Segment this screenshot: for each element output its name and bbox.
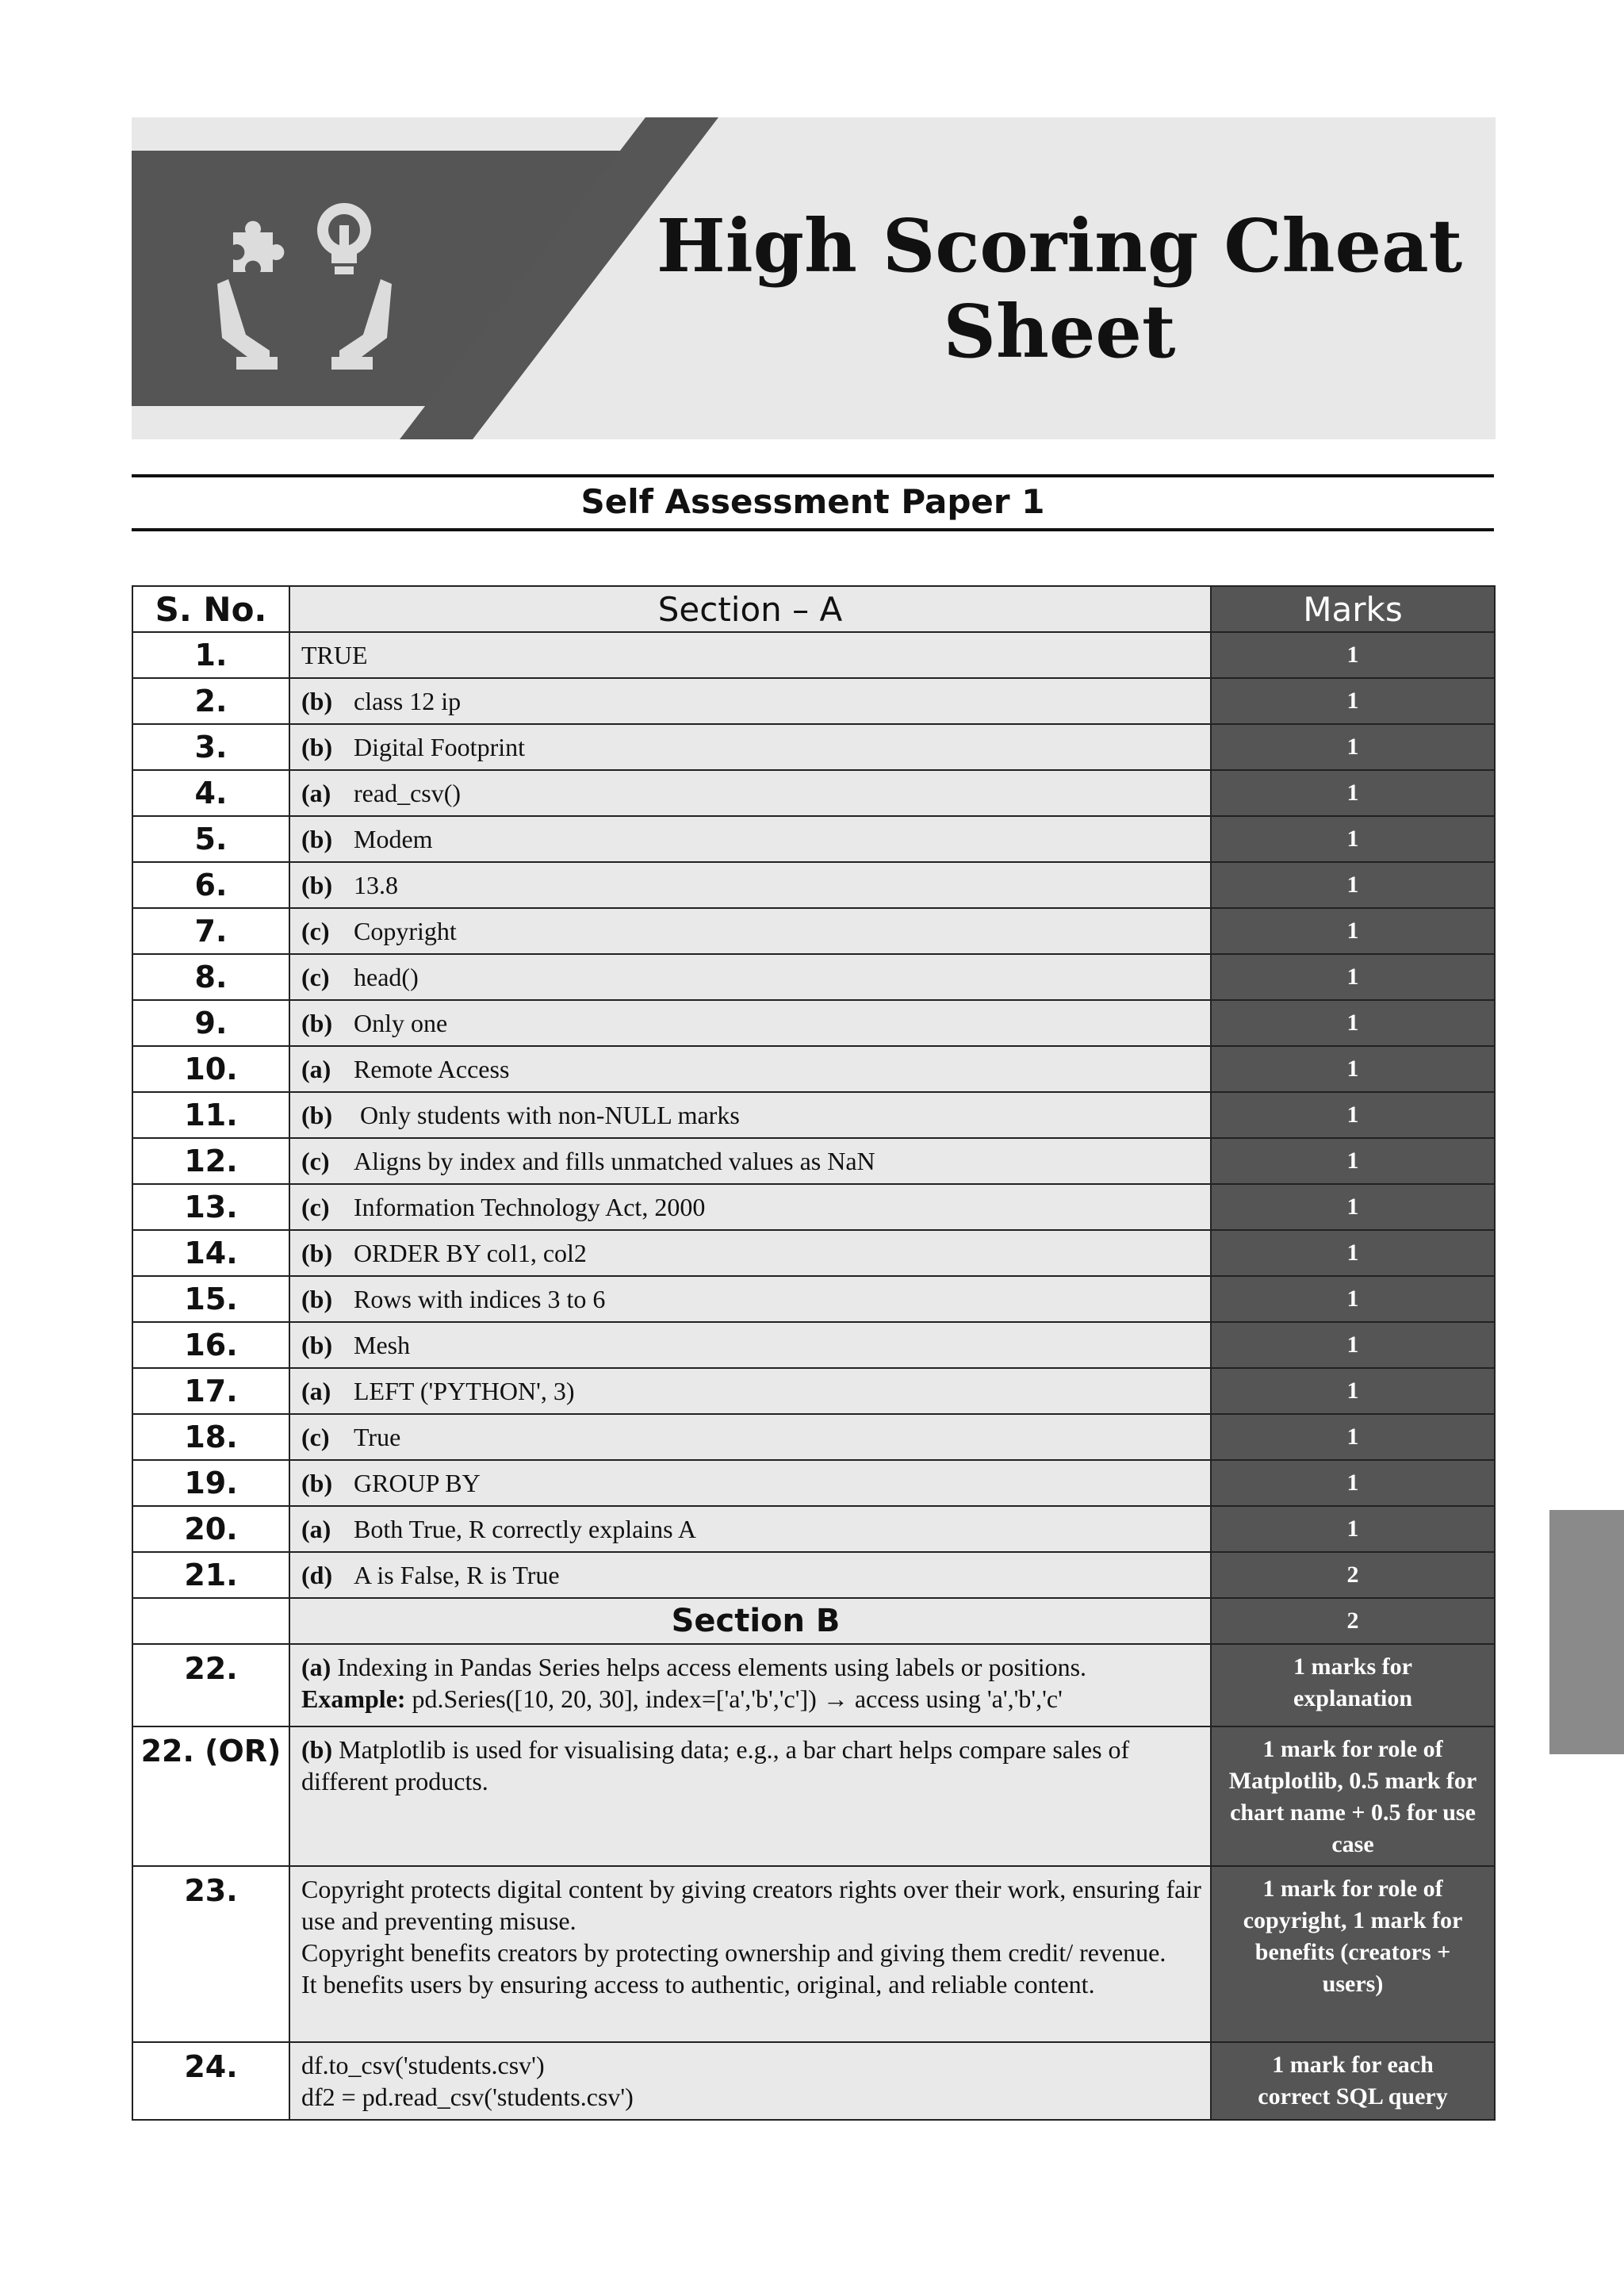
marks-value: 1: [1211, 632, 1495, 678]
marks-line: 1 marks for: [1293, 1654, 1412, 1680]
table-row: [132, 770, 1495, 816]
answer-text: Only one: [354, 1008, 448, 1037]
option-label: (a): [301, 1054, 331, 1083]
answer-line: Copyright benefits creators by protecting ownership and giving them credit/ revenue.: [301, 1938, 1166, 1967]
paper-title: Self Assessment Paper 1: [580, 482, 1045, 521]
table-row: [132, 1276, 1495, 1322]
table-row: [132, 1046, 1495, 1092]
question-number: 7.: [132, 908, 289, 954]
answer-cell: [289, 1552, 1211, 1598]
answer-text: Rows with indices 3 to 6: [354, 1284, 606, 1313]
table-row: [132, 678, 1495, 724]
option-label: (c): [301, 1422, 330, 1451]
question-number: 20.: [132, 1506, 289, 1552]
table-row: [132, 1184, 1495, 1230]
answer-cell: [289, 2042, 1211, 2120]
answer-cell: [289, 1184, 1211, 1230]
top-rule: [132, 474, 1494, 477]
option-label: (b): [301, 686, 333, 715]
option-label: (d): [301, 1560, 333, 1589]
table-row-q22-or: [132, 1726, 1495, 1866]
answer-cell: [289, 1322, 1211, 1368]
answer-text: Aligns by index and fills unmatched values as NaN: [354, 1146, 875, 1175]
answer-cell: [289, 1138, 1211, 1184]
question-number: 22. (OR): [132, 1726, 289, 1866]
option-label: (b): [301, 870, 333, 899]
table-row: [132, 1092, 1495, 1138]
table-header-row: [132, 586, 1495, 632]
marks-cell: 1 mark for role of copyright, 1 mark for benefits (creators + users): [1211, 1866, 1495, 2042]
answer-line: df2 = pd.read_csv('students.csv'): [301, 2083, 634, 2111]
answer-cell: [289, 1092, 1211, 1138]
answer-line: It benefits users by ensuring access to authentic, original, and reliable content.: [301, 1970, 1095, 1998]
option-label: (c): [301, 1192, 330, 1221]
answer-table: [132, 585, 1496, 2121]
marks-value: 1: [1211, 1138, 1495, 1184]
marks-line: correct SQL query: [1258, 2083, 1448, 2110]
puzzle-lightbulb-hands-icon: [209, 181, 400, 379]
marks-value: 1: [1211, 770, 1495, 816]
answer-cell: [289, 1046, 1211, 1092]
answer-cell: [289, 1726, 1211, 1866]
answer-cell: [289, 1644, 1211, 1726]
example-label: Example:: [301, 1684, 406, 1713]
option-label: (a): [301, 1514, 331, 1543]
question-number: 2.: [132, 678, 289, 724]
answer-text: 13.8: [354, 870, 398, 899]
answer-text: Modem: [354, 824, 433, 853]
table-row: [132, 1506, 1495, 1552]
marks-cell: [1211, 2042, 1495, 2120]
answer-cell: [289, 908, 1211, 954]
question-number: 23.: [132, 1866, 289, 2042]
banner-title-line1: High Scoring Cheat: [656, 203, 1463, 289]
section-b-marks: 2: [1211, 1598, 1495, 1644]
answer-cell: [289, 862, 1211, 908]
answer-text: Mesh: [354, 1330, 411, 1359]
marks-value: 1: [1211, 1184, 1495, 1230]
answer-line: df.to_csv('students.csv'): [301, 2051, 545, 2079]
section-b-sno-cell: [132, 1598, 289, 1644]
answer-cell: [289, 678, 1211, 724]
marks-value: 1: [1211, 724, 1495, 770]
answer-line: Copyright protects digital content by giving creators rights over their work, ensuring fair use and preventing misuse.: [301, 1875, 1201, 1935]
question-number: 12.: [132, 1138, 289, 1184]
marks-value: 1: [1211, 1460, 1495, 1506]
option-label: (b): [301, 824, 333, 853]
banner-title-line2: Sheet: [943, 289, 1176, 374]
marks-value: 1: [1211, 1368, 1495, 1414]
answer-cell: [289, 1414, 1211, 1460]
question-number: 3.: [132, 724, 289, 770]
answer-text: GROUP BY: [354, 1468, 481, 1497]
table-row: [132, 954, 1495, 1000]
answer-text: head(): [354, 962, 419, 991]
table-row: [132, 862, 1495, 908]
answer-text: A is False, R is True: [354, 1560, 560, 1589]
marks-value: 1: [1211, 678, 1495, 724]
answer-text: Information Technology Act, 2000: [354, 1192, 706, 1221]
option-label: (a): [301, 1653, 331, 1681]
answer-cell: [289, 1368, 1211, 1414]
option-label: (b): [301, 1330, 333, 1359]
table-row-q24: [132, 2042, 1495, 2120]
option-label: (b): [301, 1468, 333, 1497]
marks-value: 1: [1211, 862, 1495, 908]
question-number: 21.: [132, 1552, 289, 1598]
table-row: [132, 1138, 1495, 1184]
answer-text: read_csv(): [354, 778, 462, 807]
marks-value: 1: [1211, 1092, 1495, 1138]
table-row: [132, 1460, 1495, 1506]
option-label: (b): [301, 1735, 333, 1764]
question-number: 13.: [132, 1184, 289, 1230]
marks-value: 1: [1211, 1276, 1495, 1322]
answer-cell: [289, 1230, 1211, 1276]
header-marks: Marks: [1211, 586, 1495, 632]
answer-cell: [289, 1000, 1211, 1046]
answer-cell: [289, 954, 1211, 1000]
answer-cell: [289, 1460, 1211, 1506]
question-number: 17.: [132, 1368, 289, 1414]
question-number: 6.: [132, 862, 289, 908]
option-label: (b): [301, 732, 333, 761]
answer-text: Copyright: [354, 916, 457, 945]
option-label: (b): [301, 1008, 333, 1037]
answer-cell: [289, 770, 1211, 816]
answer-cell: [289, 816, 1211, 862]
marks-cell: [1211, 1644, 1495, 1726]
marks-value: 1: [1211, 954, 1495, 1000]
option-label: (b): [301, 1238, 333, 1267]
answer-text: Only students with non-NULL marks: [354, 1100, 740, 1129]
table-row: [132, 1414, 1495, 1460]
header-section-a: Section – A: [289, 586, 1211, 632]
example-text: pd.Series([10, 20, 30], index=['a','b','c']) → access using 'a','b','c': [405, 1684, 1063, 1713]
table-row: [132, 1552, 1495, 1598]
section-a-body: [132, 632, 1495, 1598]
side-page-tab: [1549, 1510, 1624, 1754]
marks-value: 2: [1211, 1552, 1495, 1598]
answer-text: TRUE: [301, 640, 368, 669]
answer-cell: [289, 1866, 1211, 2042]
question-number: 24.: [132, 2042, 289, 2120]
table-row: [132, 1230, 1495, 1276]
table-row: [132, 632, 1495, 678]
answer-text: ORDER BY col1, col2: [354, 1238, 587, 1267]
answer-cell: [289, 724, 1211, 770]
question-number: 9.: [132, 1000, 289, 1046]
section-b-header-row: [132, 1598, 1495, 1644]
question-number: 8.: [132, 954, 289, 1000]
answer-text: Digital Footprint: [354, 732, 525, 761]
marks-value: 1: [1211, 1414, 1495, 1460]
question-number: 15.: [132, 1276, 289, 1322]
marks-value: 1: [1211, 1230, 1495, 1276]
marks-value: 1: [1211, 1506, 1495, 1552]
question-number: 14.: [132, 1230, 289, 1276]
answer-cell: [289, 632, 1211, 678]
banner-title: [623, 203, 1496, 374]
table-row: [132, 1322, 1495, 1368]
option-label: (b): [301, 1100, 333, 1129]
question-number: 5.: [132, 816, 289, 862]
option-label: (a): [301, 1376, 331, 1405]
table-row-q22: [132, 1644, 1495, 1726]
table-row: [132, 816, 1495, 862]
question-number: 16.: [132, 1322, 289, 1368]
option-label: (b): [301, 1284, 333, 1313]
marks-line: 1 mark for each: [1272, 2052, 1434, 2078]
answer-text: True: [354, 1422, 401, 1451]
marks-line: explanation: [1293, 1685, 1413, 1711]
answer-line: [301, 1651, 1202, 1683]
question-number: 10.: [132, 1046, 289, 1092]
question-number: 11.: [132, 1092, 289, 1138]
table-row: [132, 908, 1495, 954]
section-b-title: Section B: [289, 1598, 1211, 1644]
table-row-q23: [132, 1866, 1495, 2042]
question-number: 22.: [132, 1644, 289, 1726]
table-row: [132, 1368, 1495, 1414]
marks-value: 1: [1211, 1322, 1495, 1368]
answer-text: Both True, R correctly explains A: [354, 1514, 696, 1543]
answer-text: Matplotlib is used for visualising data; e.g., a bar chart helps compare sales of different products.: [301, 1735, 1130, 1795]
marks-value: 1: [1211, 816, 1495, 862]
answer-cell: [289, 1276, 1211, 1322]
question-number: 4.: [132, 770, 289, 816]
marks-value: 1: [1211, 1000, 1495, 1046]
table-row: [132, 1000, 1495, 1046]
header-sno: S. No.: [132, 586, 289, 632]
option-label: (c): [301, 1146, 330, 1175]
marks-value: 1: [1211, 1046, 1495, 1092]
header-banner: [132, 117, 1496, 439]
bottom-rule: [132, 528, 1494, 531]
marks-value: 1: [1211, 908, 1495, 954]
marks-cell: 1 mark for role of Matplotlib, 0.5 mark for chart name + 0.5 for use case: [1211, 1726, 1495, 1866]
table-row: [132, 724, 1495, 770]
answer-cell: [289, 1506, 1211, 1552]
option-label: (a): [301, 778, 331, 807]
option-label: (c): [301, 916, 330, 945]
answer-text: LEFT ('PYTHON', 3): [354, 1376, 575, 1405]
answer-text: class 12 ip: [354, 686, 462, 715]
answer-text: Indexing in Pandas Series helps access elements using labels or positions.: [331, 1653, 1087, 1681]
answer-text: Remote Access: [354, 1054, 510, 1083]
question-number: 1.: [132, 632, 289, 678]
answer-example-line: [301, 1683, 1202, 1715]
option-label: (c): [301, 962, 330, 991]
question-number: 18.: [132, 1414, 289, 1460]
question-number: 19.: [132, 1460, 289, 1506]
